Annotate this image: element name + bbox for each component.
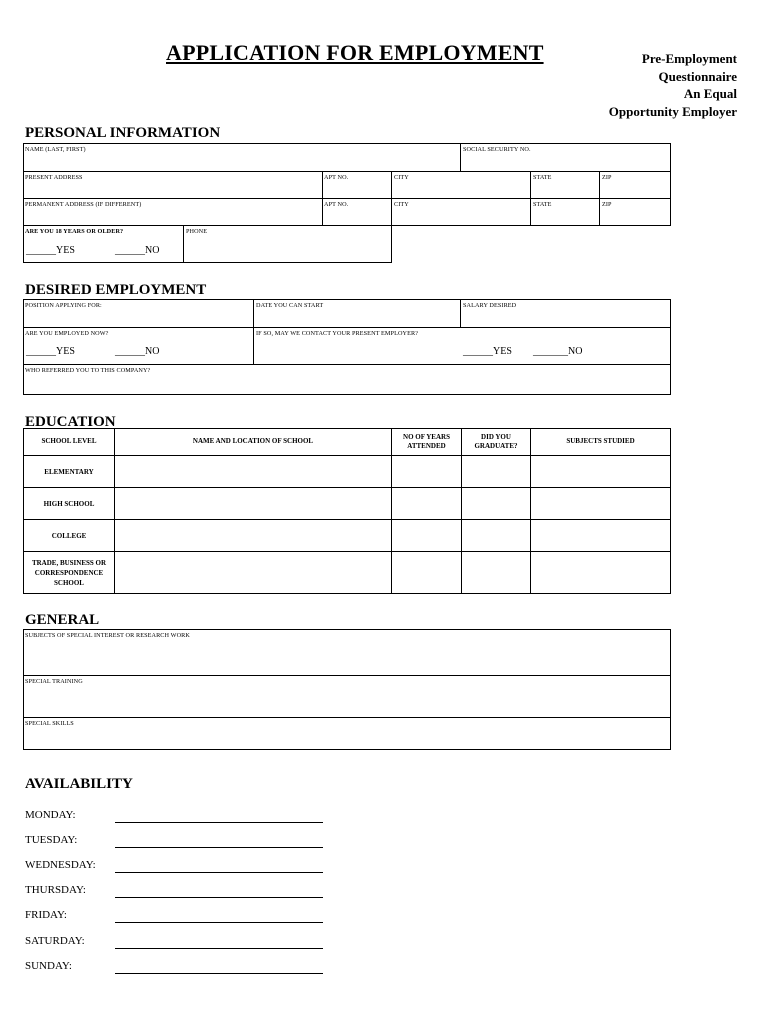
availability-day-label: WEDNESDAY:: [25, 859, 96, 871]
employed-label: ARE YOU EMPLOYED NOW?: [25, 330, 109, 337]
education-row-label: TRADE, BUSINESS OR CORRESPONDENCE SCHOOL: [23, 551, 115, 594]
employed-no-option[interactable]: ______NO: [115, 346, 160, 357]
education-row-label: ELEMENTARY: [23, 455, 115, 488]
present-address-label: PRESENT ADDRESS: [25, 174, 83, 181]
years-attended-cell[interactable]: [391, 519, 462, 552]
special-training-field[interactable]: [23, 675, 671, 718]
subjects-cell[interactable]: [530, 551, 671, 594]
state-label: STATE: [533, 174, 552, 181]
section-heading-availability: AVAILABILITY: [25, 776, 133, 792]
school-name-cell[interactable]: [114, 551, 392, 594]
availability-line[interactable]: [115, 948, 323, 949]
availability-day-label: THURSDAY:: [25, 884, 86, 896]
state-label: STATE: [533, 201, 552, 208]
graduated-cell[interactable]: [461, 519, 531, 552]
section-heading-general: GENERAL: [25, 612, 100, 628]
referred-label: WHO REFERRED YOU TO THIS COMPANY?: [25, 367, 151, 374]
years-attended-cell[interactable]: [391, 487, 462, 520]
subjects-cell[interactable]: [530, 455, 671, 488]
permanent-city-field[interactable]: [391, 198, 531, 226]
availability-line[interactable]: [115, 872, 323, 873]
education-column-header: SUBJECTS STUDIED: [530, 428, 671, 456]
age-label: ARE YOU 18 YEARS OR OLDER?: [25, 228, 124, 235]
availability-line[interactable]: [115, 822, 323, 823]
name-label: NAME (LAST, FIRST): [25, 146, 86, 153]
education-column-header: SCHOOL LEVEL: [23, 428, 115, 456]
special-skills-label: SPECIAL SKILLS: [25, 720, 74, 727]
form-title: APPLICATION FOR EMPLOYMENT: [166, 40, 544, 65]
availability-day-label: FRIDAY:: [25, 909, 67, 921]
availability-line[interactable]: [115, 897, 323, 898]
years-attended-cell[interactable]: [391, 551, 462, 594]
availability-line[interactable]: [115, 847, 323, 848]
subjects-cell[interactable]: [530, 487, 671, 520]
section-heading-personal: PERSONAL INFORMATION: [25, 125, 221, 141]
special-training-label: SPECIAL TRAINING: [25, 678, 83, 685]
start-date-label: DATE YOU CAN START: [256, 302, 324, 309]
notice-line: Questionnaire: [658, 68, 737, 84]
special-skills-field[interactable]: [23, 717, 671, 750]
name-field[interactable]: [23, 143, 461, 172]
ssn-label: SOCIAL SECURITY NO.: [463, 146, 531, 153]
graduated-cell[interactable]: [461, 455, 531, 488]
school-name-cell[interactable]: [114, 455, 392, 488]
contact-yes-option[interactable]: ______YES: [463, 346, 512, 357]
present-city-field[interactable]: [391, 171, 531, 199]
section-heading-education: EDUCATION: [25, 414, 116, 430]
city-label: CITY: [394, 201, 409, 208]
employer-notice: [537, 50, 737, 120]
education-column-header: NO OF YEARS ATTENDED: [391, 428, 462, 456]
availability-day-label: MONDAY:: [25, 809, 76, 821]
notice-line: Opportunity Employer: [608, 103, 737, 119]
age-no-option[interactable]: ______NO: [115, 245, 160, 256]
section-heading-desired: DESIRED EMPLOYMENT: [25, 282, 207, 298]
phone-label: PHONE: [186, 228, 208, 235]
apt-label: APT NO.: [324, 174, 349, 181]
zip-label: ZIP: [602, 174, 612, 181]
graduated-cell[interactable]: [461, 487, 531, 520]
subjects-cell[interactable]: [530, 519, 671, 552]
notice-line: An Equal: [683, 86, 737, 101]
notice-line: Pre-Employment: [641, 51, 737, 66]
zip-label: ZIP: [602, 201, 612, 208]
availability-line[interactable]: [115, 922, 323, 923]
salary-label: SALARY DESIRED: [463, 302, 517, 309]
availability-day-label: SATURDAY:: [25, 935, 85, 947]
phone-field[interactable]: [183, 225, 392, 263]
position-label: POSITION APPLYING FOR:: [25, 302, 102, 309]
special-interest-label: SUBJECTS OF SPECIAL INTEREST OR RESEARCH WORK: [25, 632, 190, 639]
school-name-cell[interactable]: [114, 519, 392, 552]
availability-day-label: SUNDAY:: [25, 960, 72, 972]
contact-employer-label: IF SO, MAY WE CONTACT YOUR PRESENT EMPLOYER?: [256, 330, 419, 337]
permanent-address-label: PERMANENT ADDRESS (IF DIFFERENT): [25, 201, 142, 208]
apt-label: APT NO.: [324, 201, 349, 208]
education-column-header: NAME AND LOCATION OF SCHOOL: [114, 428, 392, 456]
employed-yes-option[interactable]: ______YES: [26, 346, 75, 357]
education-column-header: DID YOU GRADUATE?: [461, 428, 531, 456]
city-label: CITY: [394, 174, 409, 181]
availability-line[interactable]: [115, 973, 323, 974]
graduated-cell[interactable]: [461, 551, 531, 594]
school-name-cell[interactable]: [114, 487, 392, 520]
contact-no-option[interactable]: _______NO: [533, 346, 583, 357]
age-yes-option[interactable]: ______YES: [26, 245, 75, 256]
education-row-label: COLLEGE: [23, 519, 115, 552]
years-attended-cell[interactable]: [391, 455, 462, 488]
availability-day-label: TUESDAY:: [25, 834, 78, 846]
education-row-label: HIGH SCHOOL: [23, 487, 115, 520]
